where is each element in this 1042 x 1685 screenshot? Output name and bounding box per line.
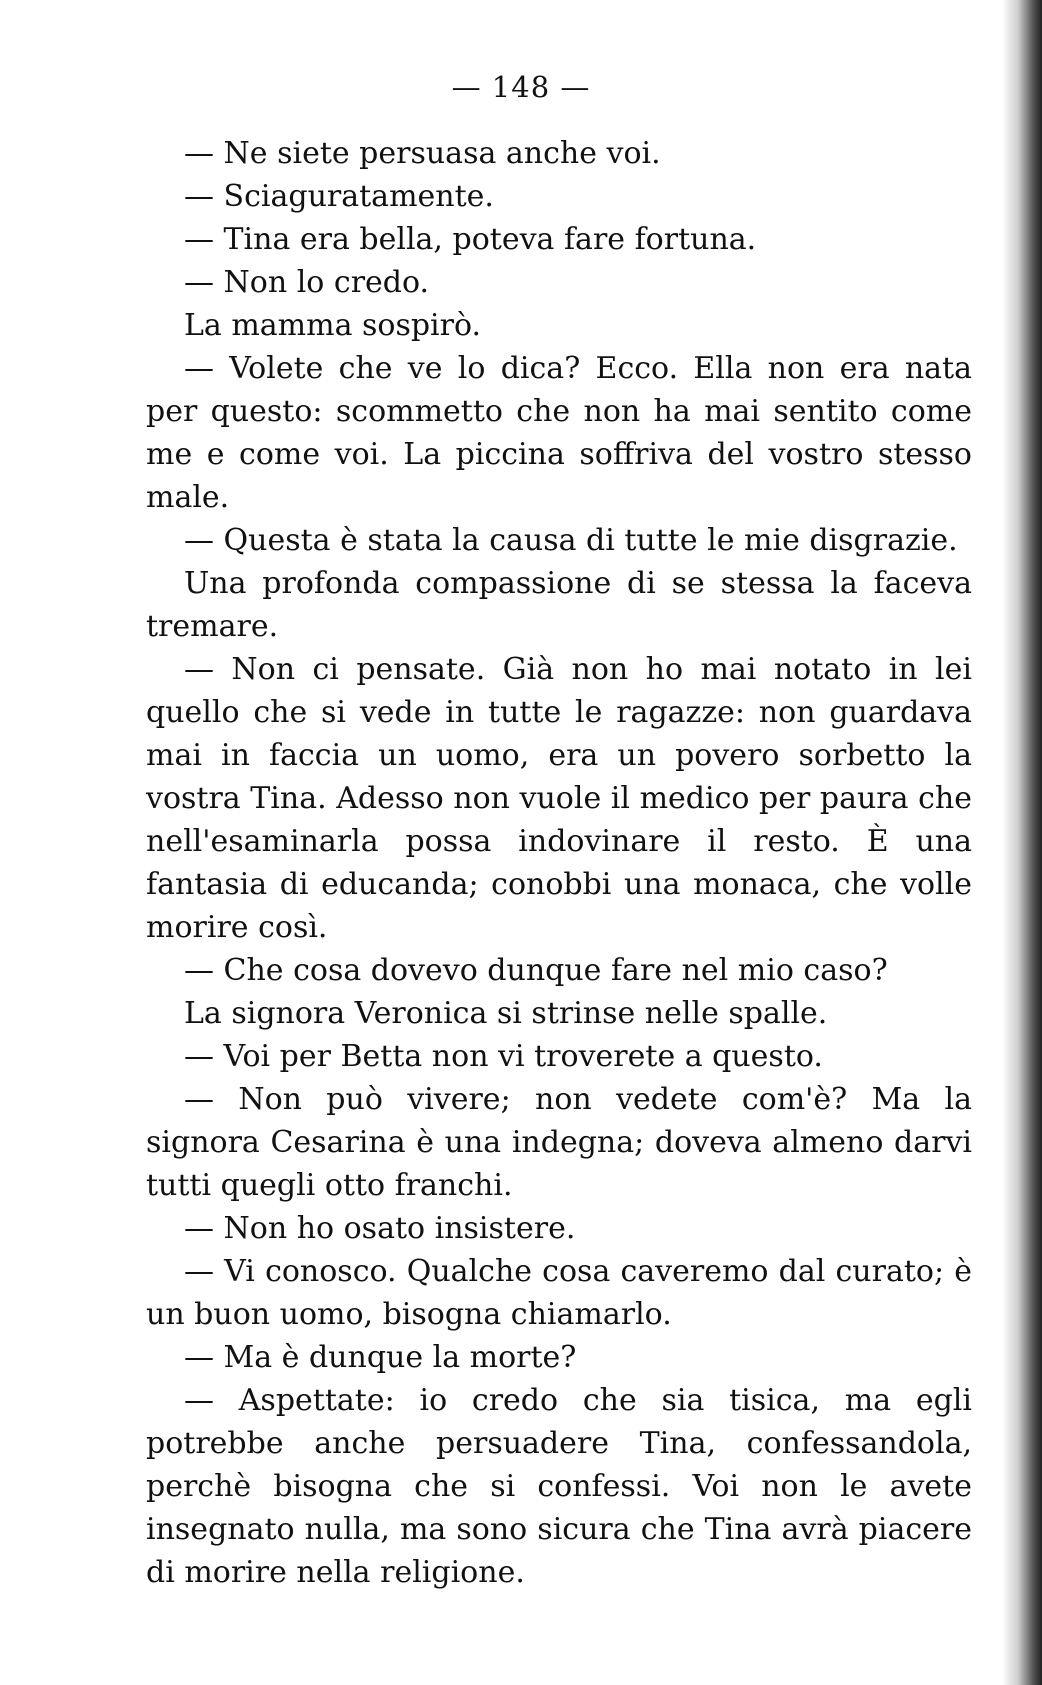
paragraph-1: — Ne siete persuasa anche voi. xyxy=(184,136,661,171)
paragraph-15: — Vi conosco. Qualche cosa caveremo dal curato; è un buon uomo, bisogna chiamarlo. xyxy=(146,1254,972,1332)
paragraph-11: La signora Veronica si strinse nelle spalle. xyxy=(184,996,828,1031)
paragraph-3: — Tina era bella, poteva fare fortuna. xyxy=(184,222,757,257)
paragraph-17: — Aspettate: io credo che sia tisica, ma egli potrebbe anche persuadere Tina, confessandola, perchè bisogna che si confessi. Voi non le avete insegnato nulla, ma sono sicura che Tina avrà piacere di morire nella religione. xyxy=(146,1383,972,1590)
paragraph-12: — Voi per Betta non vi troverete a questo. xyxy=(184,1039,823,1074)
paragraph-6: — Volete che ve lo dica? Ecco. Ella non era nata per questo: scommetto che non ha mai sentito come me e come voi. La piccina soffriva del vostro stesso male. xyxy=(146,351,972,515)
page-number: — 148 — xyxy=(451,70,591,104)
paragraph-13: — Non può vivere; non vedete com'è? Ma la signora Cesarina è una indegna; doveva almeno darvi tutti quegli otto franchi. xyxy=(146,1082,972,1203)
paragraph-16: — Ma è dunque la morte? xyxy=(184,1340,577,1375)
paragraph-10: — Che cosa dovevo dunque fare nel mio caso? xyxy=(184,953,888,988)
paragraph-4: — Non lo credo. xyxy=(184,265,430,300)
paragraph-8: Una profonda compassione di se stessa la faceva tremare. xyxy=(146,566,972,644)
page-edge-shadow xyxy=(1002,0,1042,1685)
body-text xyxy=(146,132,972,1594)
paragraph-2: — Sciaguratamente. xyxy=(184,179,494,214)
paragraph-9: — Non ci pensate. Già non ho mai notato in lei quello che si vede in tutte le ragazze: non guardava mai in faccia un uomo, era un povero sorbetto la vostra Tina. Adesso non vuole il medico per paura che nell'esaminarla possa indovinare il resto. È una fantasia di educanda; conobbi una monaca, che volle morire così. xyxy=(146,652,972,945)
paragraph-14: — Non ho osato insistere. xyxy=(184,1211,576,1246)
paragraph-7: — Questa è stata la causa di tutte le mie disgrazie. xyxy=(184,523,958,558)
paragraph-5: La mamma sospirò. xyxy=(184,308,482,343)
